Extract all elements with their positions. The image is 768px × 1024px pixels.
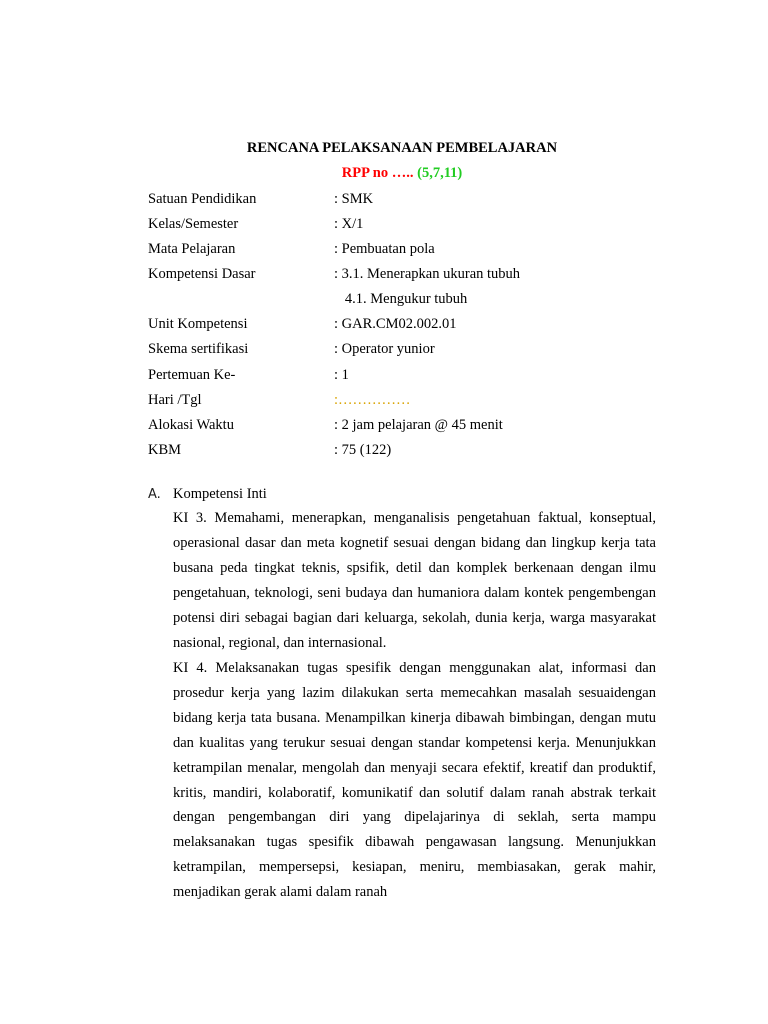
info-label: Kompetensi Dasar — [148, 266, 256, 282]
info-label: Satuan Pendidikan — [148, 191, 257, 207]
info-label: KBM — [148, 442, 182, 458]
info-label: Unit Kompetensi — [148, 316, 248, 332]
rpp-number: RPP no ….. — [341, 165, 414, 181]
info-label: Hari /Tgl — [148, 392, 202, 408]
info-value: : 1 — [334, 367, 349, 383]
document-title: RENCANA PELAKSANAAN PEMBELAJARAN — [246, 140, 558, 156]
info-value: :…………… — [334, 392, 411, 408]
document-subtitle — [0, 165, 768, 182]
info-label: Kelas/Semester — [148, 216, 239, 232]
section-a-title: Kompetensi Inti — [173, 486, 267, 502]
info-value: : Pembuatan pola — [334, 241, 435, 257]
ki4-paragraph: KI 4. Melaksanakan tugas spesifik dengan menggunakan alat, informasi dan prosedur kerja yang lazim dilakukan serta memecahkan masalah sesuaidengan bidang kerja tata busana. Menampilkan kinerja dibawah bimbingan, dengan mutu dan kualitas yang terukur sesuai dengan standar kompetensi kerja. Menunjukkan ketrampilan menalar, mengolah dan menyaji secara efektif, kreatif dan produktif, kritis, mandiri, kolaboratif, komunikatif dan solutif dalam ranah abstrak terkait dengan pengembangan diri yang dipelajarinya di seklah, serta mampu melaksanakan tugas spesifik dibawah pengawasan langsung. Menunjukkan ketrampilan, mempersepsi, kesiapan, meniru, membiasakan, gerak mahir, menjadikan gerak alami dalam ranah — [173, 660, 656, 901]
info-label: Mata Pelajaran — [148, 241, 236, 257]
info-value: : X/1 — [334, 216, 364, 232]
info-label: Alokasi Waktu — [148, 417, 234, 433]
info-value: : 75 (122) — [334, 442, 392, 458]
ki3-paragraph: KI 3. Memahami, menerapkan, menganalisis pengetahuan faktual, konseptual, operasional dasar dan meta kognetif sesuai dengan bidang dan lingkup kerja tata busana peda tingkat teknis, spsifik, detil dan komplek berkenaan dengan ilmu pengetahuan, teknologi, seni budaya dan humaniora dalam kontek pengembengan potensi diri sebagai bagian dari keluarga, sekolah, dunia kerja, warga masyarakat nasional, regional, dan internasional. — [173, 510, 656, 651]
section-a-marker: A. — [148, 487, 161, 502]
info-value: 4.1. Mengukur tubuh — [334, 291, 468, 307]
info-value: : SMK — [334, 191, 374, 207]
info-value: : GAR.CM02.002.01 — [334, 316, 457, 332]
info-value: : Operator yunior — [334, 341, 435, 357]
rpp-codes: (5,7,11) — [417, 165, 463, 181]
info-label: Pertemuan Ke- — [148, 367, 236, 383]
info-value: : 3.1. Menerapkan ukuran tubuh — [334, 266, 521, 282]
info-label: Skema sertifikasi — [148, 341, 249, 357]
section-a-heading — [148, 484, 267, 505]
info-value: : 2 jam pelajaran @ 45 menit — [334, 417, 503, 433]
